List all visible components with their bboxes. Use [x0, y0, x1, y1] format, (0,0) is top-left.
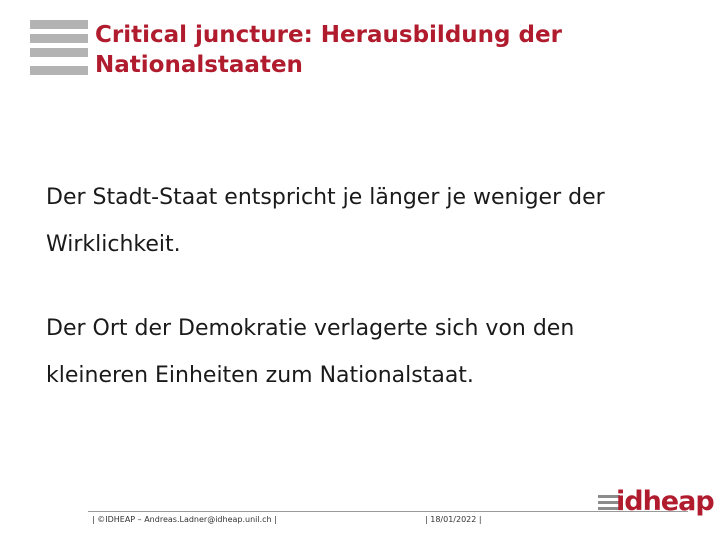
idheap-logo [598, 486, 714, 526]
paragraph-2-line-1: Der Ort der Demokratie verlagerte sich von den [46, 316, 575, 341]
decoration-bar [30, 48, 88, 57]
decoration-bar [30, 34, 88, 43]
slide-title-line-2: Nationalstaaten [95, 52, 303, 78]
decoration-bar [30, 20, 88, 29]
footer-date: | 18/01/2022 | [425, 515, 482, 524]
paragraph-1-line-2: Wirklichkeit. [46, 232, 181, 257]
slide-title-line-1: Critical juncture: Herausbildung der [95, 22, 562, 48]
footer-credit: | ©IDHEAP – Andreas.Ladner@idheap.unil.ch | [92, 515, 277, 524]
decoration-bar [30, 66, 88, 75]
paragraph-2-line-2: kleineren Einheiten zum Nationalstaat. [46, 363, 474, 388]
paragraph-1-line-1: Der Stadt-Staat entspricht je länger je weniger der [46, 185, 605, 210]
logo-wordmark: idheap [616, 486, 714, 517]
paragraph-1 [46, 174, 686, 268]
slide-title [95, 20, 695, 80]
paragraph-2 [46, 305, 686, 399]
